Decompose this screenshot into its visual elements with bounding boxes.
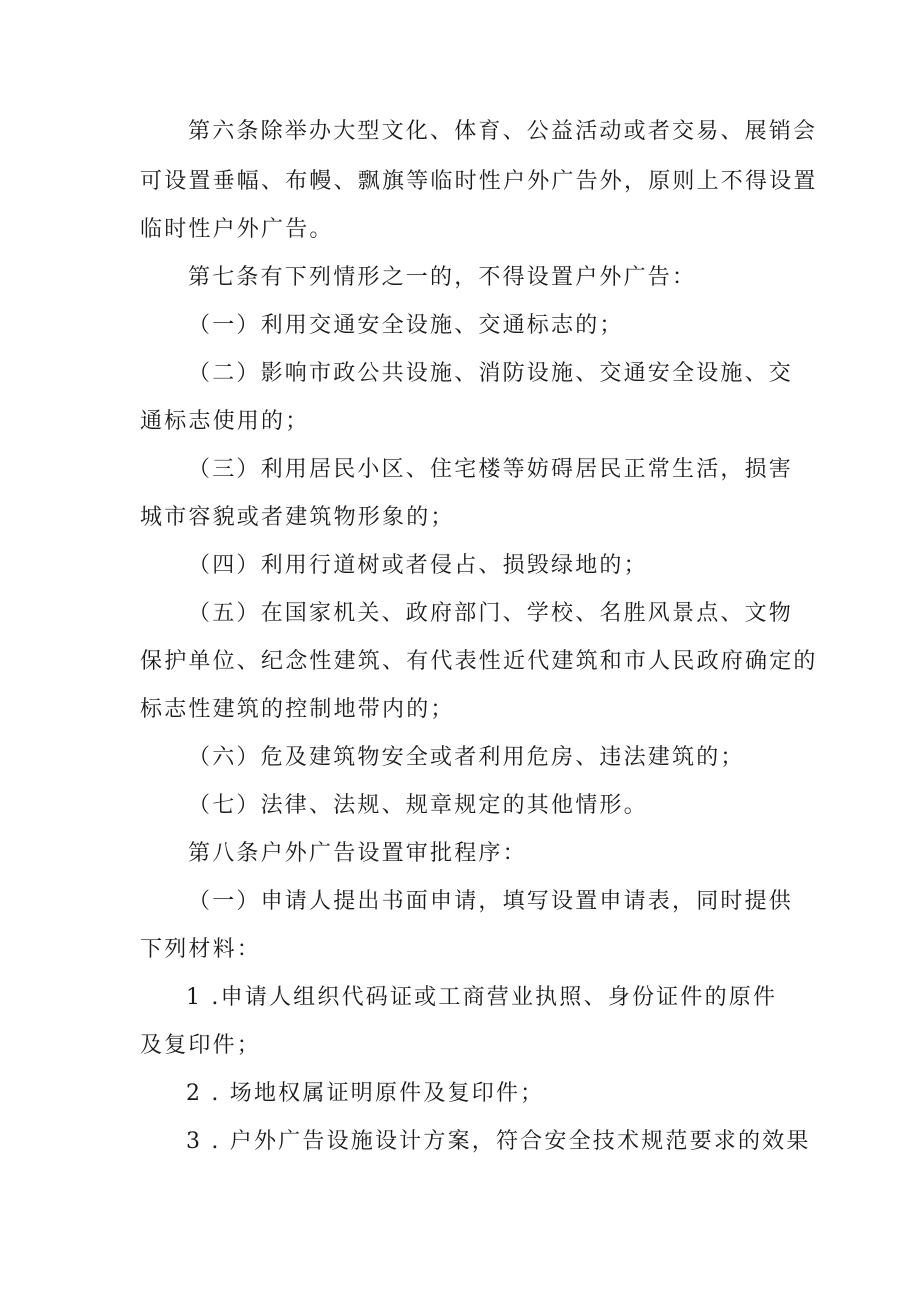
text-line: 及复印件； <box>140 1033 262 1058</box>
text-line: （六）危及建筑物安全或者利用危房、违法建筑的； <box>188 745 745 770</box>
text-line: 可设置垂幅、布幔、飘旗等临时性户外广告外，原则上不得设置 <box>140 169 818 194</box>
text-line: （五）在国家机关、政府部门、学校、名胜风景点、文物 <box>188 601 794 626</box>
text-line: 第八条户外广告设置审批程序： <box>188 841 527 866</box>
text-line: （四）利用行道树或者侵占、损毁绿地的； <box>188 553 648 578</box>
text-line: 通标志使用的； <box>140 409 310 434</box>
text-line: （七）法律、法规、规章规定的其他情形。 <box>188 793 648 818</box>
text-line: 3 . 户外广告设施设计方案，符合安全技术规范要求的效果 <box>186 1129 811 1154</box>
text-line: 下列材料： <box>140 937 262 962</box>
text-line: 第七条有下列情形之一的，不得设置户外广告： <box>188 265 697 290</box>
text-line: 2 . 场地权属证明原件及复印件； <box>186 1081 545 1106</box>
text-line: （一）申请人提出书面申请，填写设置申请表，同时提供 <box>188 889 794 914</box>
text-line: 标志性建筑的控制地带内的； <box>140 697 455 722</box>
text-line: （一）利用交通安全设施、交通标志的； <box>188 313 624 338</box>
text-line: 1 .申请人组织代码证或工商营业执照、身份证件的原件 <box>186 985 778 1010</box>
text-line: 保护单位、纪念性建筑、有代表性近代建筑和市人民政府确定的 <box>140 649 818 674</box>
text-line: 第六条除举办大型文化、体育、公益活动或者交易、展销会 <box>188 119 818 144</box>
text-line: 城市容貌或者建筑物形象的； <box>140 505 455 530</box>
text-line: （三）利用居民小区、住宅楼等妨碍居民正常生活，损害 <box>188 457 794 482</box>
text-line: 临时性户外广告。 <box>140 217 334 242</box>
text-line: （二）影响市政公共设施、消防设施、交通安全设施、交 <box>188 361 794 386</box>
